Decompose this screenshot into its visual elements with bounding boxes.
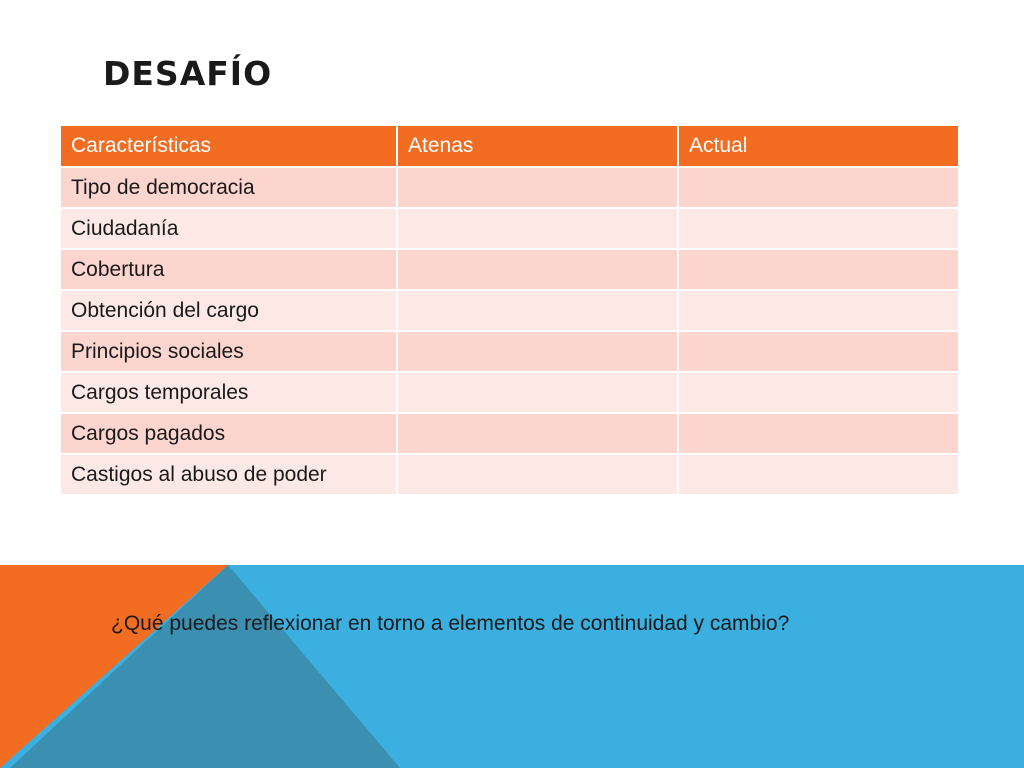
- table-row: [61, 290, 958, 331]
- atenas-cell: [397, 249, 678, 290]
- actual-cell: [678, 167, 958, 208]
- table-header-row: [61, 126, 958, 167]
- decorative-band: [0, 565, 1024, 768]
- comparison-table: [61, 126, 958, 496]
- table-row: [61, 454, 958, 495]
- atenas-cell: [397, 454, 678, 495]
- actual-cell: [678, 331, 958, 372]
- header-atenas: Atenas: [397, 126, 678, 167]
- actual-cell: [678, 454, 958, 495]
- row-label: Cargos temporales: [61, 372, 397, 413]
- table-row: [61, 372, 958, 413]
- row-label: Principios sociales: [61, 331, 397, 372]
- actual-cell: [678, 372, 958, 413]
- slide-title: DESAFÍO: [103, 54, 273, 93]
- actual-cell: [678, 208, 958, 249]
- row-label: Obtención del cargo: [61, 290, 397, 331]
- atenas-cell: [397, 290, 678, 331]
- atenas-cell: [397, 372, 678, 413]
- actual-cell: [678, 290, 958, 331]
- atenas-cell: [397, 208, 678, 249]
- actual-cell: [678, 413, 958, 454]
- atenas-cell: [397, 413, 678, 454]
- header-actual: Actual: [678, 126, 958, 167]
- header-caracteristicas: Características: [61, 126, 397, 167]
- actual-cell: [678, 249, 958, 290]
- row-label: Tipo de democracia: [61, 167, 397, 208]
- table-row: [61, 249, 958, 290]
- row-label: Ciudadanía: [61, 208, 397, 249]
- row-label: Castigos al abuso de poder: [61, 454, 397, 495]
- row-label: Cargos pagados: [61, 413, 397, 454]
- atenas-cell: [397, 167, 678, 208]
- reflection-question: ¿Qué puedes reflexionar en torno a elementos de continuidad y cambio?: [111, 612, 790, 635]
- table-row: [61, 208, 958, 249]
- table-row: [61, 413, 958, 454]
- table-row: [61, 167, 958, 208]
- row-label: Cobertura: [61, 249, 397, 290]
- atenas-cell: [397, 331, 678, 372]
- decorative-shapes: [0, 565, 1024, 768]
- table-row: [61, 331, 958, 372]
